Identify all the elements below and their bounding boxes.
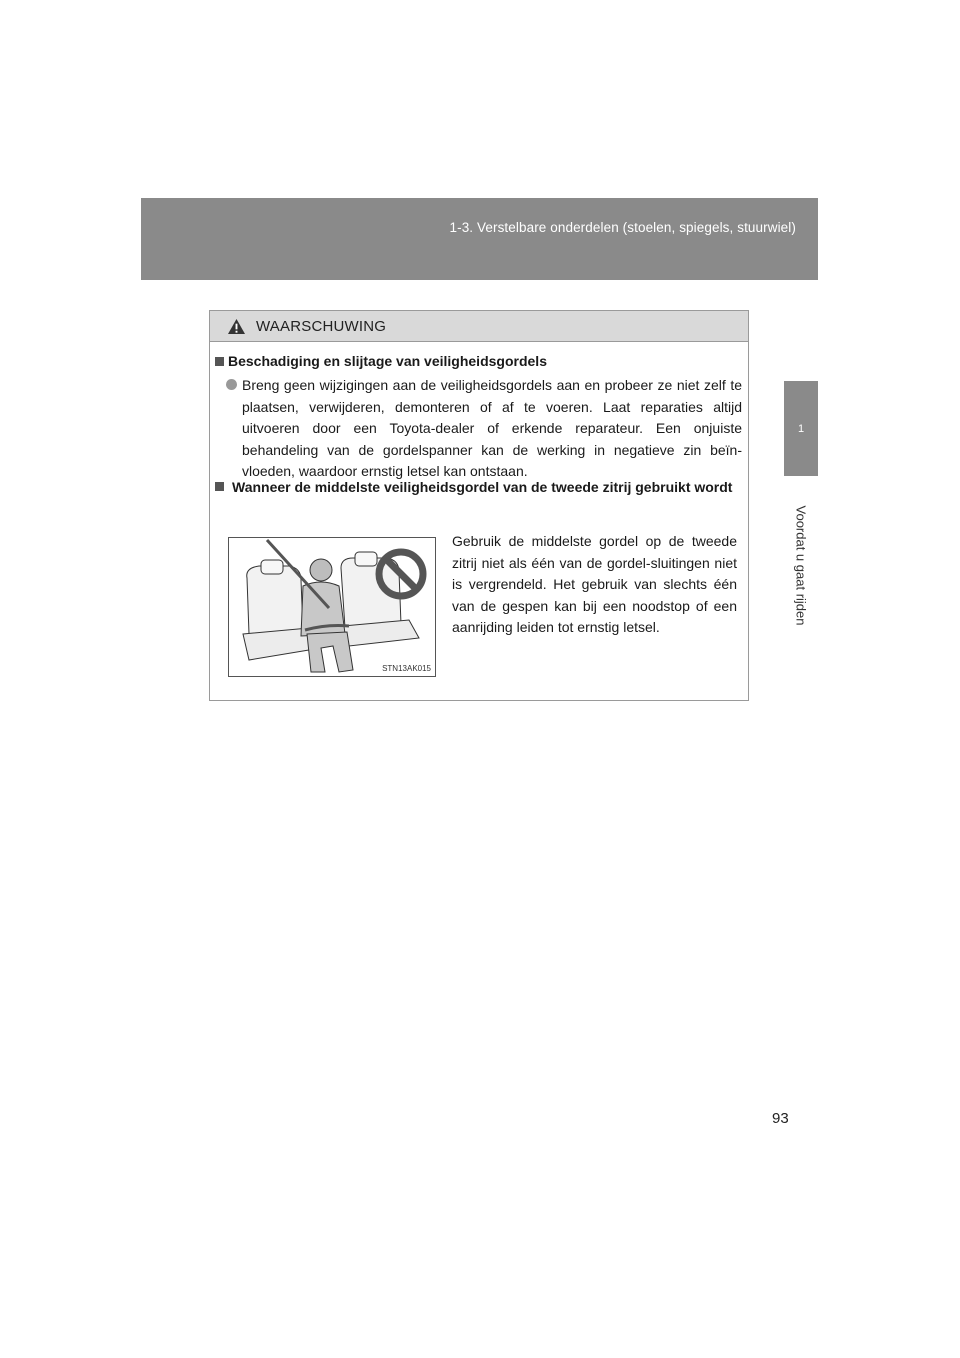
section-heading-damage	[215, 351, 745, 371]
page-number: 93	[772, 1110, 789, 1127]
bullet-item	[226, 375, 742, 483]
chapter-label-wrap	[784, 490, 818, 640]
illustration-caption: Gebruik de middelste gordel op de tweede zitrij niet als één van de gordel-sluitingen niet is vergrendeld. Het gebruik van slechts één van de gespen kan bij een noodstop of een aanrijding leiden tot ernstig letsel.	[452, 533, 737, 635]
section-title: 1-3. Verstelbare onderdelen (stoelen, spiegels, stuurwiel)	[449, 220, 796, 235]
section-heading-text: Beschadiging en slijtage van veiligheidsgordels	[228, 353, 547, 369]
header-band	[141, 198, 818, 280]
section-heading-text: Wanneer de middelste veiligheidsgordel van de tweede zitrij gebruikt wordt	[232, 479, 733, 495]
warning-triangle-icon	[227, 318, 246, 335]
warning-header	[210, 311, 748, 342]
section-heading-middle-belt	[215, 477, 743, 497]
illustration-code: STN13AK015	[382, 664, 431, 673]
square-bullet-icon	[215, 357, 224, 366]
chapter-number: 1	[797, 422, 805, 435]
seat-drawing	[229, 538, 435, 676]
seatbelt-illustration	[228, 537, 436, 677]
warning-title: WAARSCHUWING	[256, 317, 387, 335]
bullet-text: Breng geen wijzigingen aan de veiligheidsgordels aan en probeer ze niet zelf te plaatsen, verwijderen, demonteren of af te voeren. Laat reparaties altijd uitvoeren door een Toyota-dealer of erkende reparateur. Een onjuiste behandeling van de gordelspanner kan de werking in negatieve zin beïn-vloeden, waardoor ernstig letsel kan ontstaan.	[242, 377, 742, 479]
warning-box	[209, 310, 749, 701]
square-bullet-icon	[215, 482, 224, 491]
chapter-label: Voordat u gaat rijden	[793, 505, 809, 625]
circle-bullet-icon	[226, 379, 237, 390]
chapter-tab[interactable]	[784, 381, 818, 476]
